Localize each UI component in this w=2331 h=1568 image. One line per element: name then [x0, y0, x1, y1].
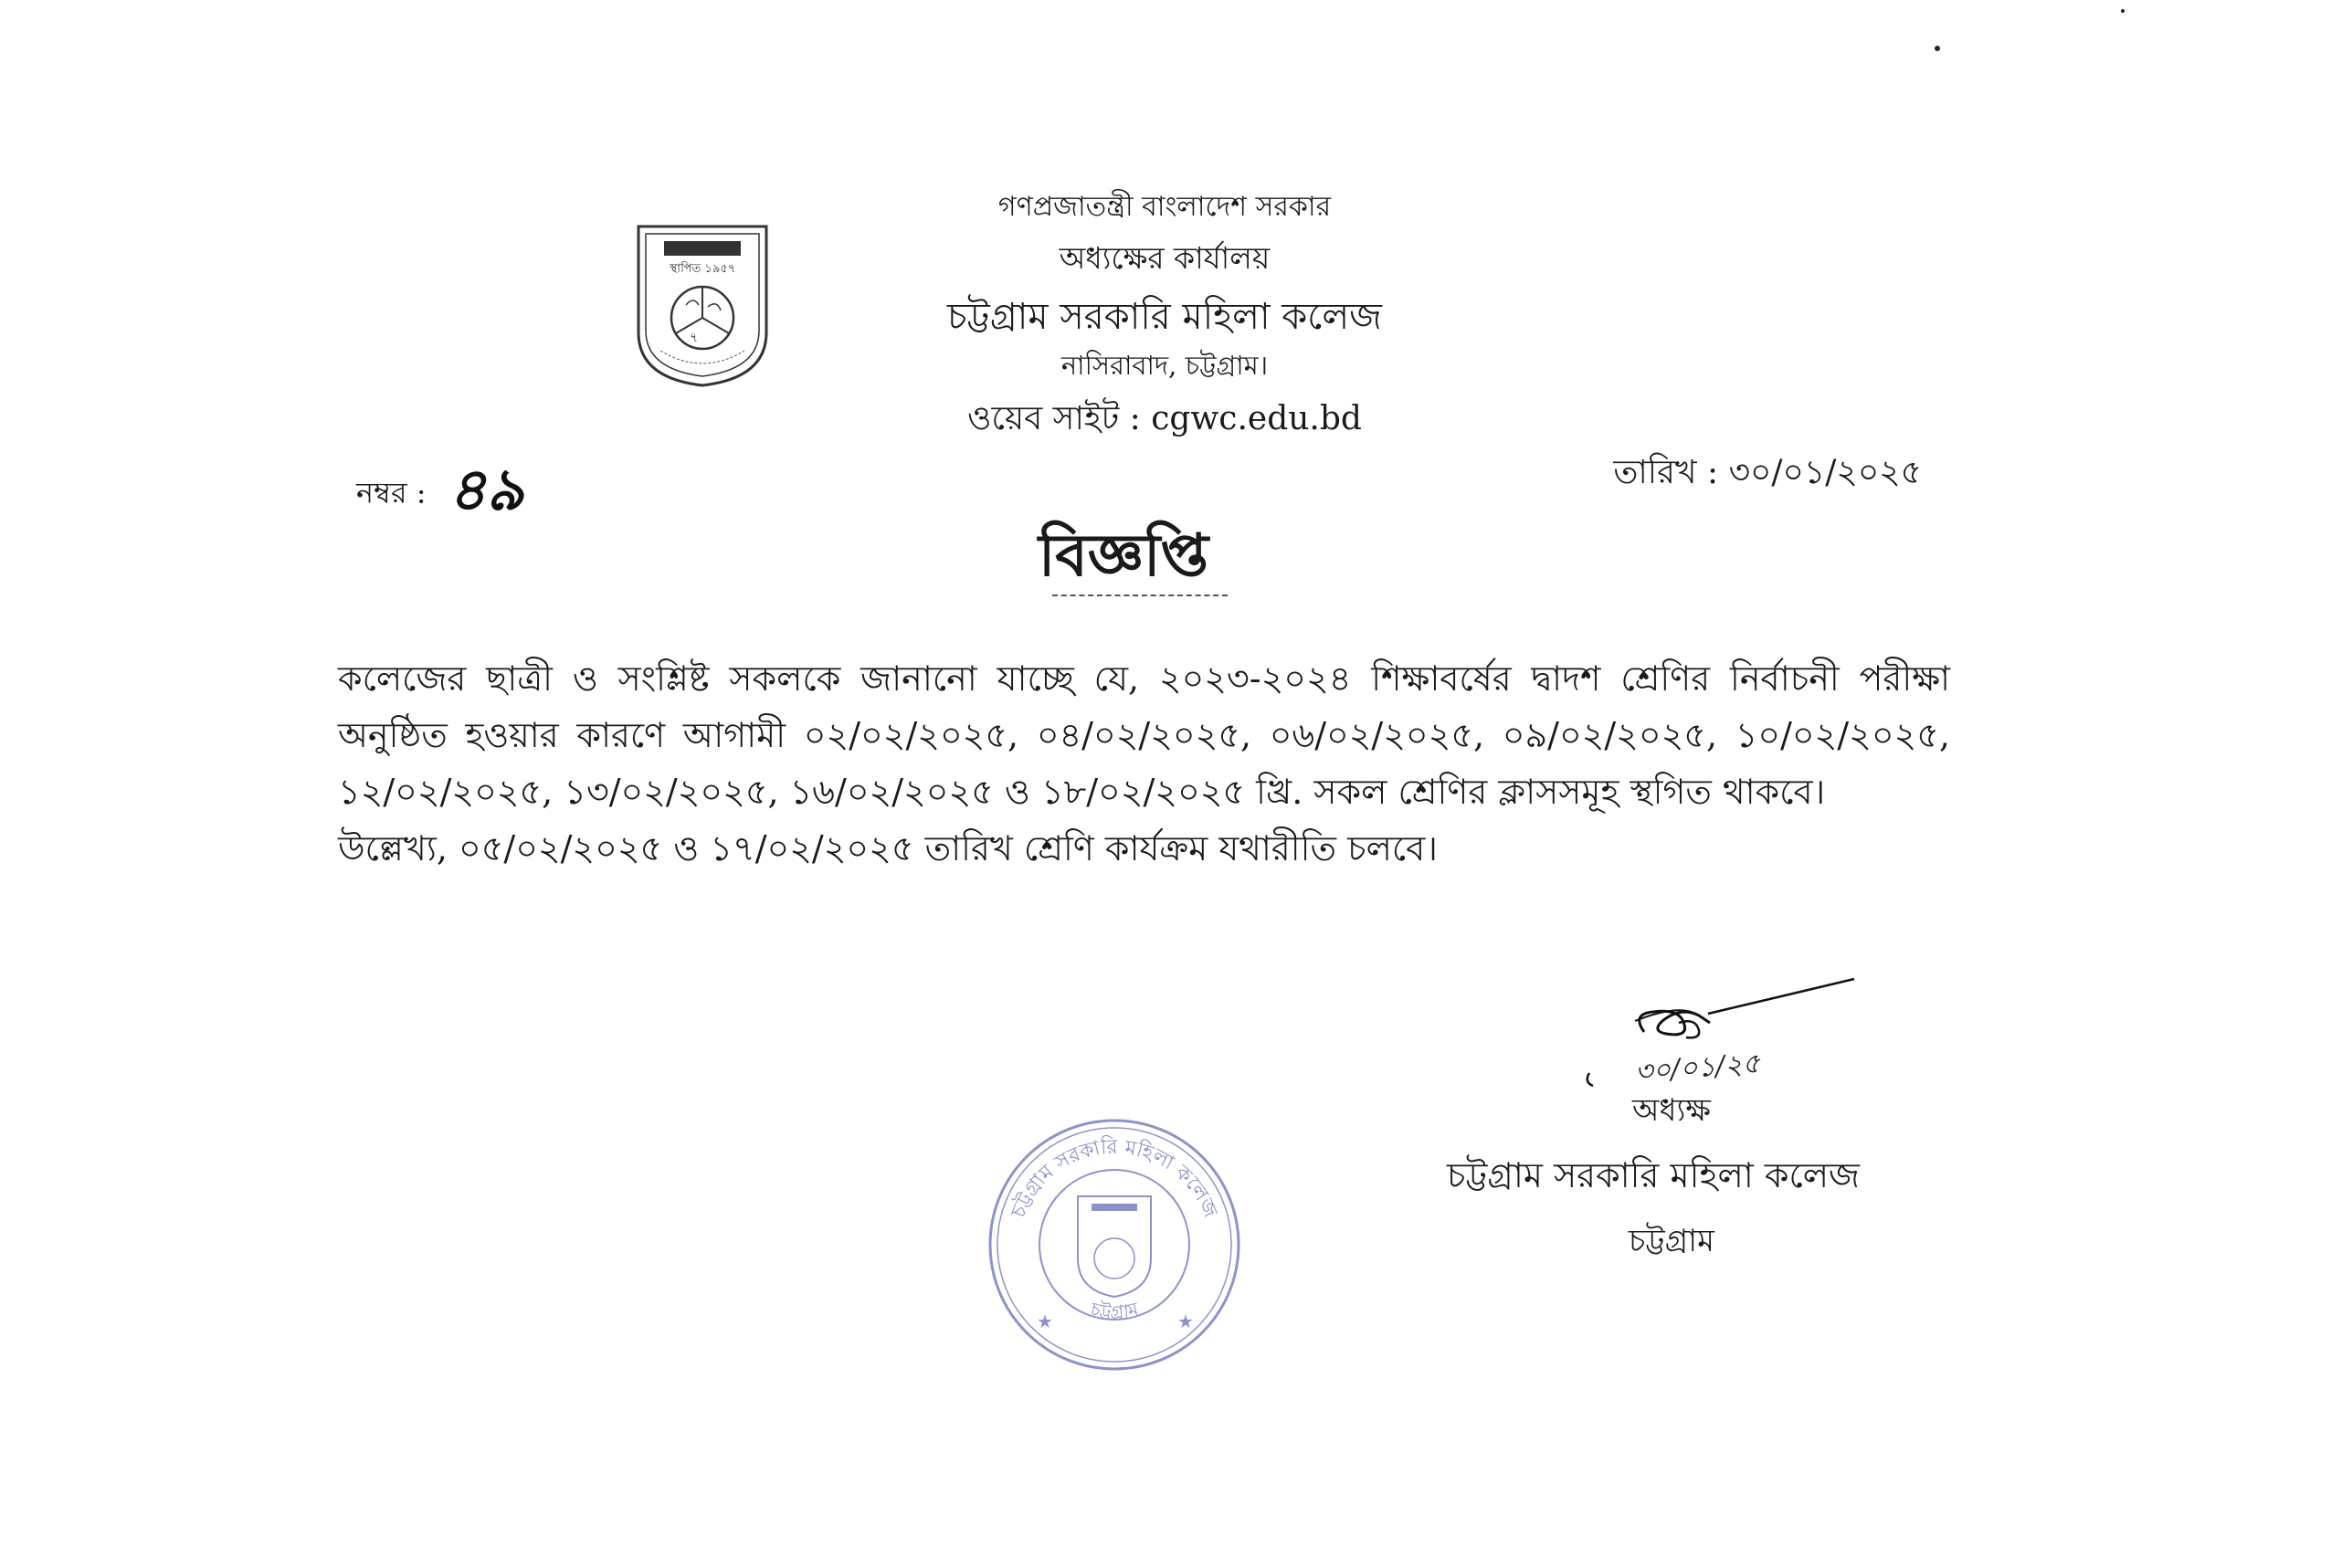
notice-body	[338, 650, 1950, 877]
date-row	[1613, 447, 1922, 502]
header-government: গণপ্রজাতন্ত্রী বাংলাদেশ সরকার	[997, 191, 1332, 223]
memo-number: ৪৯	[448, 456, 524, 524]
notice-title: বিজ্ঞপ্তি	[1038, 521, 1209, 590]
logo-established: স্থাপিত ১৯৫৭	[669, 262, 736, 276]
scan-speck	[2121, 9, 2125, 13]
notice-paragraph: উল্লেখ্য, ০৫/০২/২০২৫ ও ১৭/০২/২০২৫ তারিখ শ্রেণি কার্যক্রম যথারীতি চলবে।	[338, 828, 1438, 868]
seal-ring-text: চট্টগ্রাম সরকারি মহিলা কলেজ	[1007, 1135, 1222, 1221]
college-seal	[982, 1112, 1247, 1377]
header-website: ওয়েব সাইট : cgwc.edu.bd	[967, 400, 1362, 437]
header-college-name: চট্টগ্রাম সরকারি মহিলা কলেজ	[947, 296, 1382, 338]
title-underline	[1052, 595, 1228, 596]
svg-text:★: ★	[1177, 1310, 1194, 1332]
signatory-city: চট্টগ্রাম	[1629, 1223, 1714, 1259]
signatory-designation: অধ্যক্ষ	[1632, 1092, 1711, 1129]
memo-label: নম্বর :	[356, 475, 427, 510]
scan-speck	[1935, 46, 1940, 51]
notice-paragraph: কলেজের ছাত্রী ও সংশ্লিষ্ট সকলকে জানানো যাচ্ছে যে, ২০২৩-২০২৪ শিক্ষাবর্ষের দ্বাদশ শ্রেণির নির্বাচনী পরীক্ষা অনুষ্ঠিত হওয়ার কারণে আগামী ০২/০২/২০২৫, ০৪/০২/২০২৫, ০৬/০২/২০২৫, ০৯/০২/২০২৫, ১০/০২/২০২৫, ১২/০২/২০২৫, ১৩/০২/২০২৫, ১৬/০২/২০২৫ ও ১৮/০২/২০২৫ খ্রি. সকল শ্রেণির ক্লাসসমূহ স্থগিত থাকবে।	[338, 658, 1950, 812]
date-value: ৩০/০১/২০২৫	[1728, 454, 1922, 491]
svg-text:৭: ৭	[690, 331, 699, 345]
college-logo	[633, 223, 772, 389]
memo-number-row	[356, 446, 524, 543]
signature-date: ৩০/০১/২৫	[1633, 1047, 1762, 1089]
signatory-college: চট্টগ্রাম সরকারি মহিলা কলেজ	[1446, 1155, 1861, 1195]
header-office: অধ্যক্ষের কার্যালয়	[1059, 240, 1271, 276]
date-label: তারিখ :	[1613, 454, 1719, 491]
header-address: নাসিরাবাদ, চট্টগ্রাম।	[1060, 350, 1269, 381]
svg-text:★: ★	[1037, 1310, 1053, 1332]
seal-bottom-text: চট্টগ্রাম	[1088, 1297, 1141, 1323]
svg-text:চট্টগ্রাম	[1088, 1297, 1142, 1322]
